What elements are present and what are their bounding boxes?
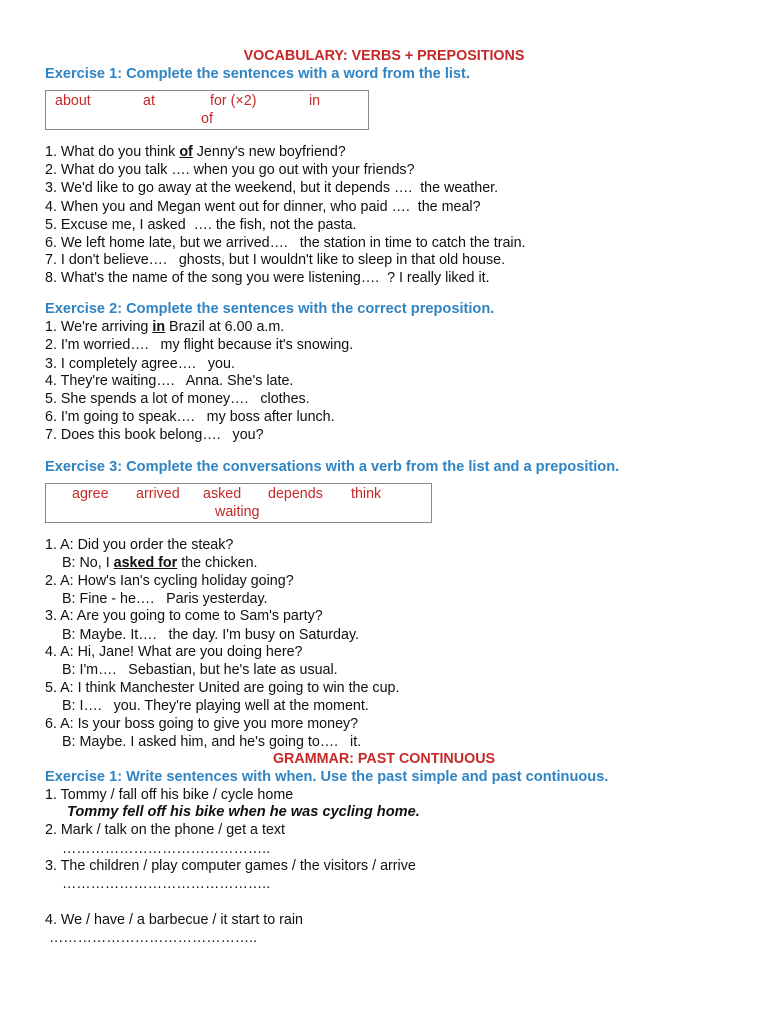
ex3-item-3-a: 3. A: Are you going to come to Sam's party? (45, 608, 323, 624)
ex2-item-7: 7. Does this book belong…. you? (45, 427, 264, 443)
ex3-item-1-a: 1. A: Did you order the steak? (45, 537, 234, 553)
grammar-item-4-answer-line: …………………………………….. (49, 930, 258, 946)
word-for: for (×2) (210, 93, 257, 109)
ex3-item-3-b: B: Maybe. It…. the day. I'm busy on Saturday. (62, 627, 360, 643)
ex3-item-2-a: 2. A: How's Ian's cycling holiday going? (45, 573, 294, 589)
ex1-item-1 (45, 143, 346, 161)
ex3-item-4-b: B: I'm…. Sebastian, but he's late as usual. (62, 662, 338, 678)
item-text: Brazil at 6.00 a.m. (165, 319, 285, 335)
ex3-item-5-b: B: I…. you. They're playing well at the moment. (62, 698, 369, 714)
ex2-item-2: 2. I'm worried…. my flight because it's snowing. (45, 337, 354, 353)
ex2-heading: Exercise 2: Complete the sentences with the correct preposition. (45, 301, 495, 317)
ex3-heading: Exercise 3: Complete the conversations with a verb from the list and a preposition. (45, 459, 620, 475)
ex1-item-4: 4. When you and Megan went out for dinner, who paid …. the meal? (45, 199, 481, 215)
ex3-item-6-a: 6. A: Is your boss going to give you more money? (45, 716, 359, 732)
word-in: in (309, 93, 321, 109)
ex2-item-6: 6. I'm going to speak…. my boss after lunch. (45, 409, 335, 425)
ex1-item-5: 5. Excuse me, I asked …. the fish, not the pasta. (45, 217, 357, 233)
ex2-item-1 (45, 318, 284, 336)
ex3-item-2-b: B: Fine - he…. Paris yesterday. (62, 591, 268, 607)
answer-example: asked for (113, 555, 178, 571)
grammar-item-2-answer-line: …………………………………….. (62, 841, 271, 857)
word-waiting: waiting (215, 504, 260, 520)
answer-example: in (152, 319, 166, 335)
item-text: 1. We're arriving (45, 319, 153, 335)
ex2-item-4: 4. They're waiting…. Anna. She's late. (45, 373, 294, 389)
ex3-item-4-a: 4. A: Hi, Jane! What are you doing here? (45, 644, 303, 660)
ex3-item-5-a: 5. A: I think Manchester United are going to win the cup. (45, 680, 400, 696)
ex3-word-box (45, 483, 432, 523)
item-text: Jenny's new boyfriend? (192, 144, 346, 160)
ex1-item-2: 2. What do you talk …. when you go out with your friends? (45, 162, 415, 178)
vocab-title: VOCABULARY: VERBS + PREPOSITIONS (243, 48, 525, 64)
grammar-item-1-prompt: 1. Tommy / fall off his bike / cycle home (45, 787, 294, 803)
word-think: think (351, 486, 382, 502)
word-asked: asked (203, 486, 242, 502)
item-text: 1. What do you think (45, 144, 180, 160)
ex2-item-3: 3. I completely agree…. you. (45, 356, 235, 372)
ex1-item-6: 6. We left home late, but we arrived…. the station in time to catch the train. (45, 235, 526, 251)
word-arrived: arrived (136, 486, 180, 502)
ex1-item-7: 7. I don't believe…. ghosts, but I wouldn't like to sleep in that old house. (45, 252, 506, 268)
ex3-item-6-b: B: Maybe. I asked him, and he's going to…. it. (62, 734, 362, 750)
grammar-item-2-prompt: 2. Mark / talk on the phone / get a text (45, 822, 286, 838)
ex2-item-5: 5. She spends a lot of money…. clothes. (45, 391, 310, 407)
word-agree: agree (72, 486, 109, 502)
ex1-word-box (45, 90, 369, 130)
answer-example: of (179, 144, 193, 160)
item-text: the chicken. (177, 555, 258, 571)
ex3-item-1-b (62, 554, 258, 572)
word-of: of (201, 111, 213, 127)
grammar-item-3-prompt: 3. The children / play computer games / the visitors / arrive (45, 858, 416, 874)
item-text: B: No, I (62, 555, 114, 571)
ex1-item-8: 8. What's the name of the song you were listening…. ? I really liked it. (45, 270, 490, 286)
word-depends: depends (268, 486, 323, 502)
grammar-item-4-prompt: 4. We / have / a barbecue / it start to rain (45, 912, 304, 928)
grammar-item-3-answer-line: …………………………………….. (62, 876, 271, 892)
word-about: about (55, 93, 91, 109)
ex1-heading: Exercise 1: Complete the sentences with a word from the list. (45, 66, 470, 82)
ex1-item-3: 3. We'd like to go away at the weekend, but it depends …. the weather. (45, 180, 499, 196)
grammar-ex1-heading: Exercise 1: Write sentences with when. Use the past simple and past continuous. (45, 769, 609, 785)
word-at: at (143, 93, 155, 109)
grammar-item-1-model-answer: Tommy fell off his bike when he was cycling home. (67, 804, 420, 820)
grammar-title: GRAMMAR: PAST CONTINUOUS (272, 751, 496, 767)
